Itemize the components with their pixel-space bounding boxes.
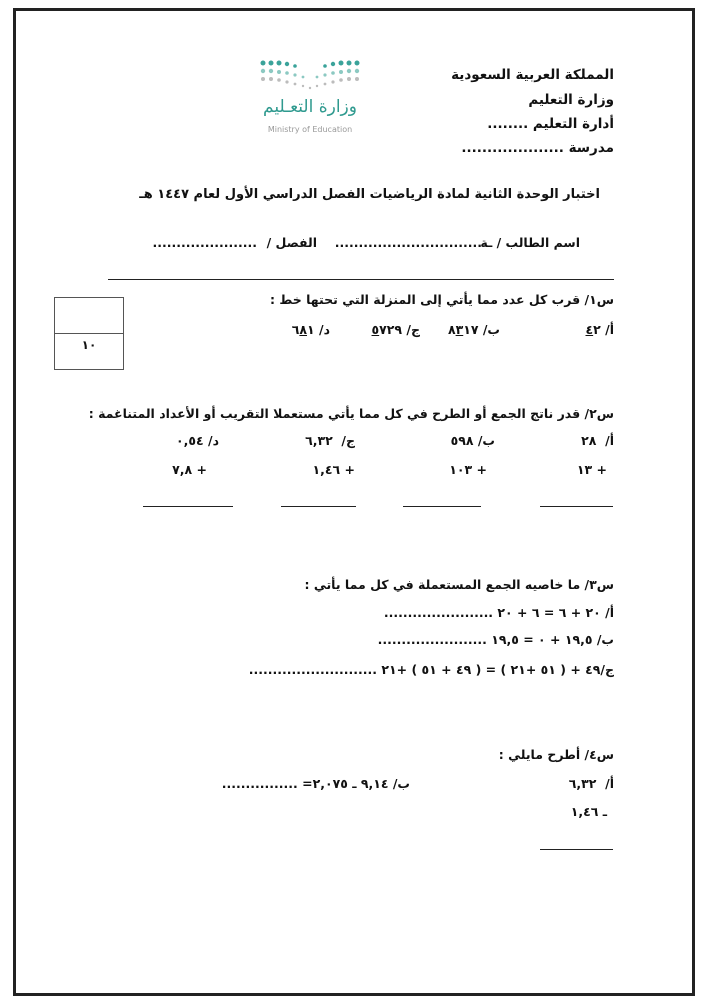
operand: ٦,٣٢ [305, 433, 333, 448]
answer-blank: ........................... [248, 662, 377, 677]
student-name-blank: ............................... [334, 235, 482, 250]
q4-item-b [222, 776, 410, 792]
operand: ٢٨ [581, 433, 597, 448]
answer-blank: ....................... [377, 632, 487, 647]
q3-item-b [378, 632, 614, 648]
item-label: ج/ [406, 322, 420, 337]
answer-blank: ................ [221, 776, 298, 791]
ministry-logo [255, 55, 415, 145]
class-blank: ...................... [152, 235, 257, 250]
item-label: أ/ [605, 776, 614, 791]
score-box [54, 297, 124, 370]
q2-item-c-bottom: + ١,٤٦ [312, 462, 355, 477]
q4-answer-line [540, 849, 613, 850]
q1-heading: س١/ قرب كل عدد مما يأتي إلى المنزلة التي تحتها خط : [270, 292, 614, 307]
answer-line-c [281, 506, 356, 507]
expression: ب/ ٩,١٤ ـ ٢,٠٧٥= [302, 776, 410, 791]
expression: ب/ ١٩,٥ + ٠ = ١٩,٥ [491, 632, 614, 647]
q3-item-a [384, 605, 614, 621]
answer-line-d [143, 506, 233, 507]
q2-item-d-top [176, 433, 219, 449]
school-field: مدرسة .................... [461, 140, 614, 156]
item-label: ج/ [341, 433, 355, 448]
q2-item-a-bottom: + ١٣ [576, 462, 607, 477]
q2-item-d-bottom: + ٧,٨ [172, 462, 207, 477]
logo-english-text: Ministry of Education [267, 125, 353, 134]
digits: ١٧ [463, 322, 479, 337]
score-box-divider [55, 333, 123, 334]
digits: ٦ [291, 322, 300, 337]
expression: ج/٤٩ + ( ٥١ +٢١ ) = ( ٤٩ + ٥١ ) +٢١ [381, 662, 614, 677]
q3-heading: س٣/ ما خاصيه الجمع المستعملة في كل مما يأتي : [304, 577, 614, 592]
item-label: ب/ [477, 433, 495, 448]
answer-line-a [540, 506, 613, 507]
operand: ٦,٣٢ [568, 776, 597, 791]
digits: ٢ [593, 322, 601, 337]
item-label: ب/ [482, 322, 500, 337]
exam-title: اختبار الوحدة الثانية لمادة الرياضيات الفصل الدراسي الأول لعام ١٤٤٧ هـ [139, 187, 600, 202]
operand: ٥٩٨ [450, 433, 474, 448]
score-total: ١٠ [81, 338, 97, 352]
q4-item-a-bottom: ـ ١,٤٦ [570, 804, 607, 819]
logo-arabic-text: وزارة التعـليم [263, 97, 357, 117]
underlined-digit: ٨ [299, 322, 308, 337]
q4-item-a-top [569, 776, 614, 792]
operand: ٠,٥٤ [176, 433, 204, 448]
expression: أ/ ٢٠ + ٦ = ٦ + ٢٠ [497, 605, 614, 620]
header-divider [108, 279, 614, 280]
item-label: أ/ [605, 322, 614, 337]
underlined-digit: ٥ [371, 322, 380, 337]
q1-item-d [292, 322, 330, 338]
answer-line-b [403, 506, 481, 507]
q1-item-b [448, 322, 500, 338]
q2-item-a-top [581, 433, 614, 449]
q2-item-c-top [305, 433, 355, 449]
q4-heading: س٤/ أطرح مايلي : [498, 747, 614, 762]
kingdom-label: المملكة العربية السعودية [451, 67, 614, 83]
q3-item-c [249, 662, 614, 678]
q2-heading: س٢/ قدر ناتج الجمع أو الطرح في كل مما يأتي مستعملا التقريب أو الأعداد المتناغمة : [88, 406, 614, 421]
item-label: أ/ [605, 433, 614, 448]
underlined-digit: ٣ [455, 322, 464, 337]
q2-item-b-bottom: + ١٠٣ [449, 462, 487, 477]
q2-item-b-top [451, 433, 495, 449]
student-name-label: اسم الطالب / ـة [480, 235, 580, 250]
page-border [13, 8, 695, 996]
digits: ٨ [447, 322, 456, 337]
ministry-label: وزارة التعليم [528, 92, 614, 108]
education-admin-field: أدارة التعليم ........ [487, 116, 614, 132]
digits: ١ [307, 322, 315, 337]
item-label: د/ [319, 322, 330, 337]
digits: ٧٢٩ [379, 322, 403, 337]
underlined-digit: ٤ [585, 322, 594, 337]
answer-blank: ....................... [383, 605, 494, 620]
q1-item-c [372, 322, 420, 338]
class-label: الفصل / [266, 235, 317, 250]
logo-dots-icon [255, 55, 365, 95]
item-label: د/ [208, 433, 219, 448]
q1-item-a [586, 322, 615, 338]
